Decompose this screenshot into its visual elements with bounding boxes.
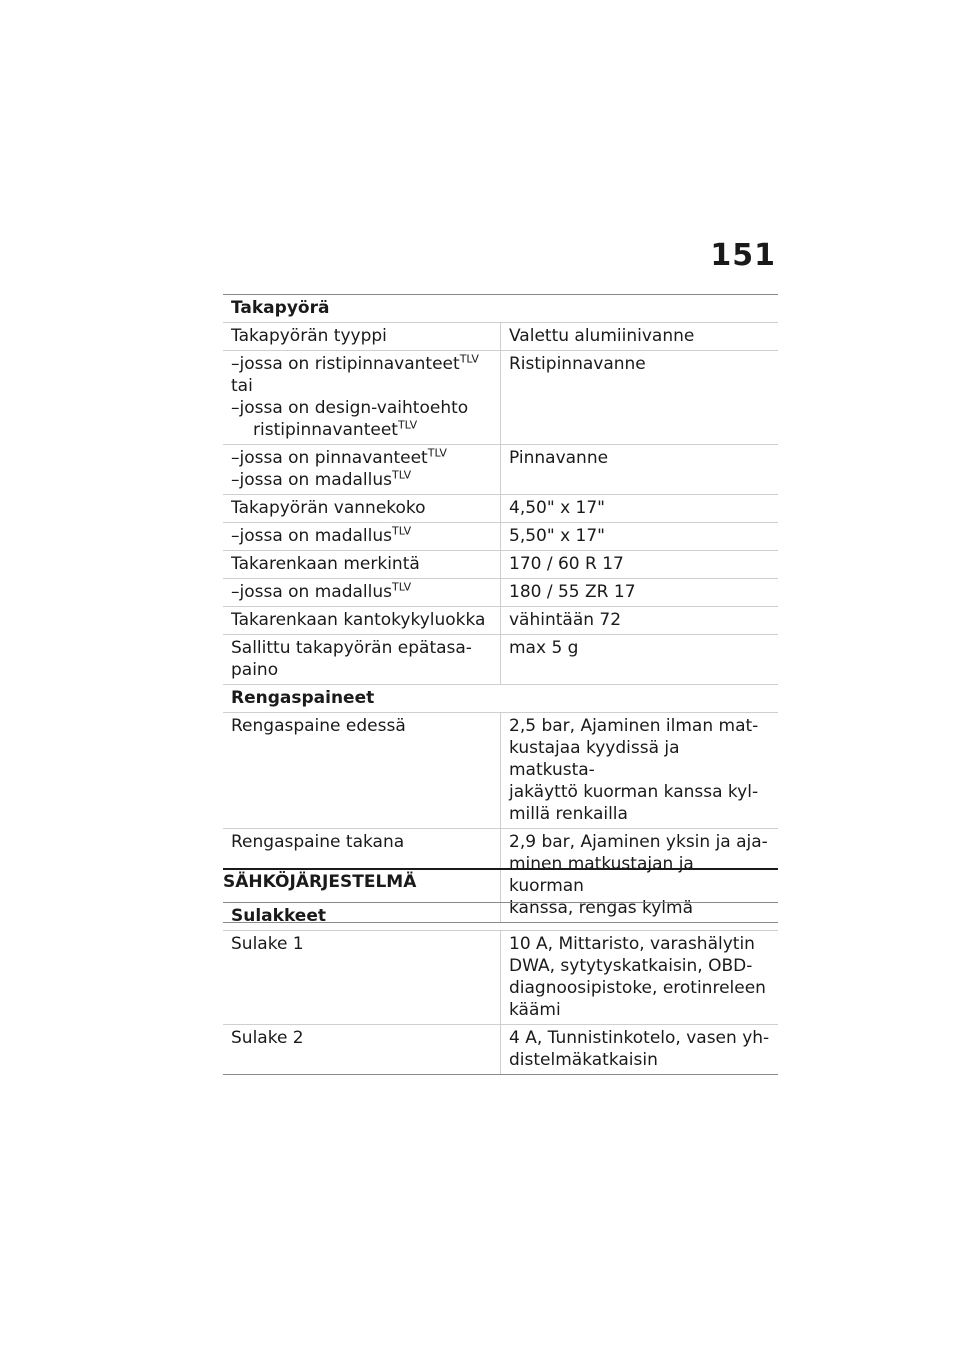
or-label: tai (231, 376, 253, 396)
rear-wheel-table (223, 294, 778, 923)
wheel-type-label: Takapyörän tyyppi (223, 323, 501, 351)
table-row (223, 445, 778, 495)
table-row (223, 351, 778, 445)
spoke-value: Pinnavanne (501, 445, 779, 495)
value-line: DWA, sytytyskatkaisin, OBD- (509, 956, 753, 976)
value-line: distelmäkatkaisin (509, 1050, 658, 1070)
value-line: 2,5 bar, Ajaminen ilman mat- (509, 716, 759, 736)
table-row (223, 1025, 778, 1075)
chapter-title: SÄHKÖJÄRJESTELMÄ (223, 872, 417, 892)
table-row (223, 495, 778, 523)
tlv-superscript: TLV (392, 524, 412, 538)
table-row (223, 713, 778, 829)
tlv-superscript: TLV (397, 418, 418, 432)
value-line: diagnoosipistoke, erotinreleen (509, 978, 766, 998)
design-label: –jossa on design-vaihtoehto (231, 398, 469, 418)
design-label-cont: ristipinnavanteet (253, 420, 398, 440)
imbalance-label-cell (223, 635, 501, 685)
imbalance-label-cont: paino (231, 660, 279, 680)
table-row (223, 607, 778, 635)
tlv-superscript: TLV (427, 446, 447, 460)
tlv-superscript: TLV (392, 468, 412, 482)
value-line: 4 A, Tunnistinkotelo, vasen yh- (509, 1028, 770, 1048)
rim-size-value: 4,50" x 17" (501, 495, 779, 523)
cross-spoke-label-cell (223, 351, 501, 445)
tlv-superscript: TLV (392, 580, 412, 594)
table-row (223, 551, 778, 579)
load-index-value: vähintään 72 (501, 607, 779, 635)
table-row (223, 931, 778, 1025)
fuses-table (223, 902, 778, 1075)
spoke-label-cell (223, 445, 501, 495)
page-number: 151 (710, 238, 776, 273)
tyre-pressures-heading: Rengaspaineet (223, 685, 778, 713)
value-line: millä renkailla (509, 804, 628, 824)
tyre-lowered-value: 180 / 55 ZR 17 (501, 579, 779, 607)
fuses-heading: Sulakkeet (223, 903, 778, 931)
fuse2-label: Sulake 2 (223, 1025, 501, 1075)
value-line: käämi (509, 1000, 561, 1020)
tyre-label: Takarenkaan merkintä (223, 551, 501, 579)
front-pressure-label: Rengaspaine edessä (223, 713, 501, 829)
wheel-type-value: Valettu alumiinivanne (501, 323, 779, 351)
lowering-label: –jossa on madallus (231, 526, 393, 546)
table-row (223, 523, 778, 551)
rim-size-label: Takapyörän vannekoko (223, 495, 501, 523)
spoke-label: –jossa on pinnavanteet (231, 448, 428, 468)
rear-pressure-label: Rengaspaine takana (223, 829, 501, 923)
chapter-divider (223, 868, 778, 870)
fuse2-value (501, 1025, 779, 1075)
table-row (223, 323, 778, 351)
cross-spoke-value: Ristipinnavanne (501, 351, 779, 445)
lowering-label: –jossa on madallus (231, 582, 393, 602)
imbalance-value: max 5 g (501, 635, 779, 685)
value-line: jakäyttö kuorman kanssa kyl- (509, 782, 759, 802)
table-row (223, 579, 778, 607)
tyre-value: 170 / 60 R 17 (501, 551, 779, 579)
tyre-lowered-label-cell (223, 579, 501, 607)
rim-lowered-label-cell (223, 523, 501, 551)
rim-size-lowered-value: 5,50" x 17" (501, 523, 779, 551)
table-row (223, 635, 778, 685)
load-index-label: Takarenkaan kantokykyluokka (223, 607, 501, 635)
value-line: minen matkustajan ja kuorman (509, 854, 694, 896)
cross-spoke-label: –jossa on ristipinnavanteet (231, 354, 460, 374)
value-line: kustajaa kyydissä ja matkusta- (509, 738, 680, 780)
lowering-label: –jossa on madallus (231, 470, 393, 490)
imbalance-label: Sallittu takapyörän epätasa- (231, 638, 472, 658)
value-line: kanssa, rengas kylmä (509, 898, 693, 918)
front-pressure-value (501, 713, 779, 829)
fuse1-label: Sulake 1 (223, 931, 501, 1025)
tlv-superscript: TLV (459, 352, 479, 366)
value-line: 10 A, Mittaristo, varashälytin (509, 934, 755, 954)
fuse1-value (501, 931, 779, 1025)
rear-wheel-heading: Takapyörä (223, 295, 778, 323)
value-line: 2,9 bar, Ajaminen yksin ja aja- (509, 832, 768, 852)
